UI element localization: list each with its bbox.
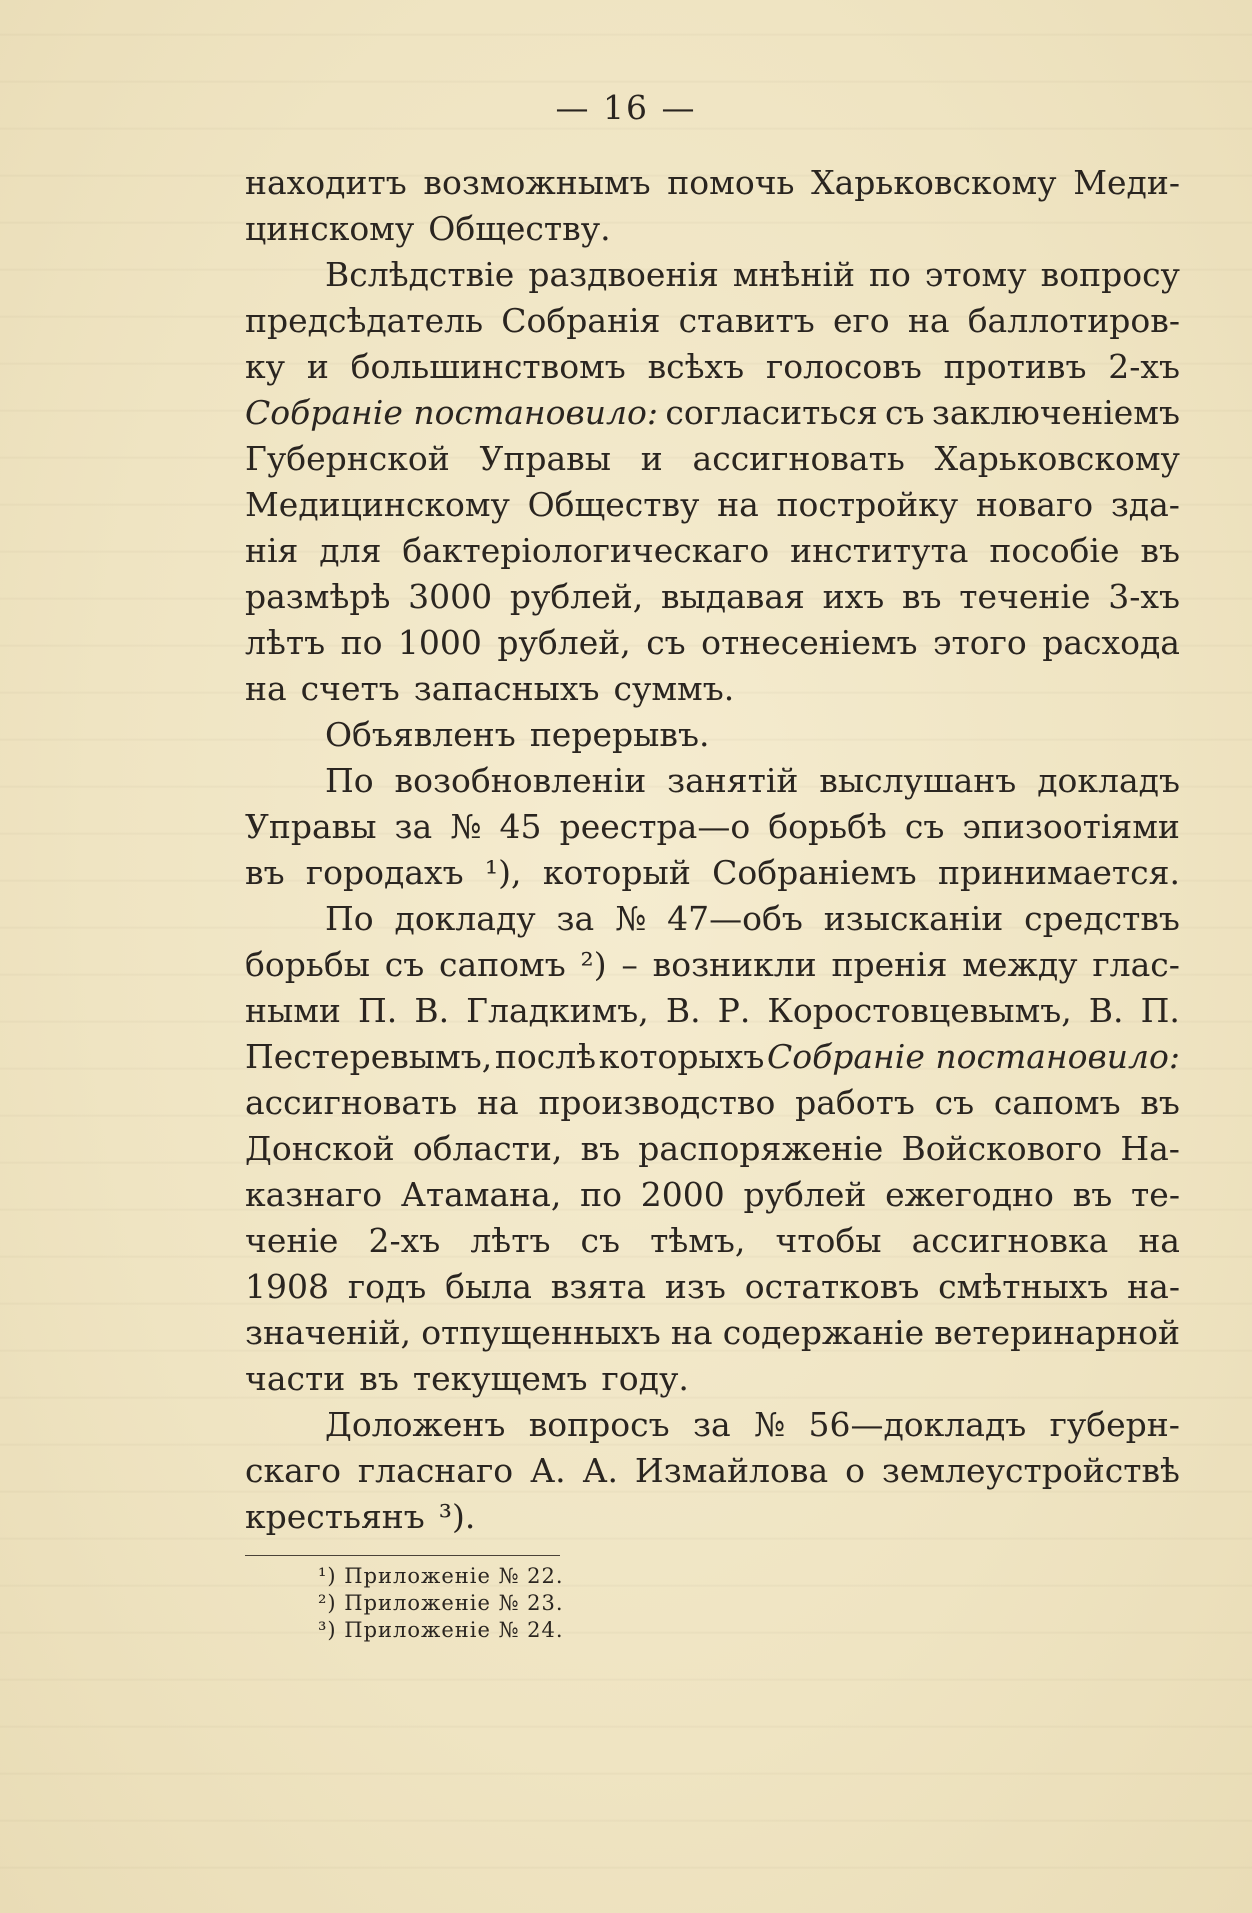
word: № (450, 807, 482, 846)
word: въ (580, 1129, 621, 1168)
word: годъ (347, 1267, 427, 1306)
word: лѣтъ (470, 1221, 551, 1260)
word: постройку (776, 485, 959, 524)
word: на (670, 1313, 713, 1352)
word: Р. (717, 991, 751, 1030)
word: съ (580, 1221, 620, 1260)
word: П. (358, 991, 398, 1030)
text-line (245, 988, 1180, 1034)
word: 47—объ (667, 899, 803, 938)
word: находитъ (245, 163, 407, 202)
word: института (790, 531, 969, 570)
text-line (245, 160, 1180, 206)
text-line (245, 1218, 1180, 1264)
text-line (245, 390, 1180, 436)
word: баллотиров- (967, 301, 1180, 340)
word: въ (245, 853, 285, 892)
word: который (542, 853, 691, 892)
word: вопросъ (528, 1405, 670, 1444)
word: 56—докладъ (808, 1405, 1027, 1444)
word: распоряженіе (638, 1129, 884, 1168)
word: и (640, 439, 663, 478)
text-line (245, 942, 1180, 988)
word: съ (885, 393, 925, 432)
word: ассигновать (245, 1083, 458, 1122)
text-line (245, 1172, 1180, 1218)
word: для (319, 531, 382, 570)
word: счетъ (300, 669, 400, 708)
text-line (245, 482, 1180, 528)
word: за (692, 1405, 731, 1444)
word: глас- (1092, 945, 1180, 984)
word: Доложенъ (325, 1405, 506, 1444)
word: бактеріологическаго (402, 531, 770, 570)
text-line (245, 1034, 1180, 1080)
word: ежегодно (885, 1175, 1054, 1214)
word: мнѣній (732, 255, 855, 294)
page-number: — 16 — (555, 88, 697, 127)
word: докладу (394, 899, 536, 938)
word: рублей, (497, 623, 631, 662)
word: те- (1131, 1175, 1180, 1214)
word: его (832, 301, 890, 340)
word: заключеніемъ (931, 393, 1180, 432)
word: возобновленіи (394, 761, 647, 800)
word: цинскому (245, 209, 415, 248)
word: на (477, 1083, 519, 1122)
word: теченіе (959, 577, 1091, 616)
word: послѣ (494, 1037, 597, 1076)
word: большинствомъ (350, 347, 626, 386)
word: по (869, 255, 911, 294)
word: на (1138, 1221, 1180, 1260)
word: Харьковскому (934, 439, 1180, 478)
word: текущемъ (412, 1359, 588, 1398)
footnote-2: ²) Приложеніе № 23. (318, 1591, 564, 1615)
word: ку (245, 347, 286, 386)
word: въ (1072, 1175, 1113, 1214)
word: пособіе (989, 531, 1120, 570)
text-line (245, 206, 1180, 252)
word: Управы (479, 439, 612, 478)
word: 3-хъ (1108, 577, 1180, 616)
word: землеустройствѣ (881, 1451, 1180, 1490)
text-line (245, 344, 1180, 390)
word: отпущенныхъ (421, 1313, 661, 1352)
text-line (245, 620, 1180, 666)
word: 1908 (245, 1267, 329, 1306)
word: 45 (499, 807, 542, 846)
word: части (245, 1359, 346, 1398)
word: В. (414, 991, 450, 1030)
word: ветеринарной (934, 1313, 1180, 1352)
word: В. (665, 991, 701, 1030)
word: ассигновка (911, 1221, 1109, 1260)
word: сапомъ (993, 1083, 1121, 1122)
text-line (245, 896, 1180, 942)
word: лѣтъ (245, 623, 326, 662)
word: Гладкимъ, (466, 991, 649, 1030)
word: Атамана, (400, 1175, 562, 1214)
word: съ (934, 1083, 975, 1122)
word: производство (538, 1083, 776, 1122)
word: нія (245, 531, 299, 570)
footnote-3: ³) Приложеніе № 24. (318, 1618, 564, 1642)
word: борьбѣ (768, 807, 887, 846)
word: размѣрѣ (245, 577, 391, 616)
word: пренія (831, 945, 948, 984)
word: занятій (667, 761, 799, 800)
text-line (245, 252, 1180, 298)
word: выдавая (660, 577, 805, 616)
footnotes (318, 1563, 564, 1644)
word: крестьянъ (245, 1497, 425, 1536)
word: съ (384, 945, 425, 984)
word: Вслѣдствіе (325, 255, 515, 294)
text-line (245, 1264, 1180, 1310)
word: году. (601, 1359, 689, 1398)
word: гласнаго (357, 1451, 514, 1490)
word: Коростовцевымъ, (767, 991, 1072, 1030)
word: казнаго (245, 1175, 383, 1214)
word: ставитъ (678, 301, 815, 340)
word: между (962, 945, 1078, 984)
word: была (445, 1267, 532, 1306)
word: Управы (245, 807, 377, 846)
word: № (615, 899, 647, 938)
word: остатковъ (744, 1267, 920, 1306)
word: изысканіи (823, 899, 1004, 938)
word: По (325, 761, 374, 800)
word: по (580, 1175, 622, 1214)
text-line (245, 298, 1180, 344)
word: Измайлова (634, 1451, 829, 1490)
word: за (556, 899, 595, 938)
word: Медицинскому (245, 485, 510, 524)
word: въ (901, 577, 942, 616)
word: Собраніе постановило: (767, 1037, 1180, 1076)
word: – (621, 945, 638, 984)
word: голосовъ (765, 347, 922, 386)
word: согласиться (665, 393, 878, 432)
word: ассигновать (692, 439, 905, 478)
word: и (306, 347, 329, 386)
word: 2-хъ (1108, 347, 1180, 386)
word: помочь (667, 163, 795, 202)
word: 3000 (408, 577, 493, 616)
word: съ (646, 623, 686, 662)
word: Войскового (901, 1129, 1103, 1168)
text-line (245, 1402, 1180, 1448)
word: на (907, 301, 950, 340)
word: которыхъ (598, 1037, 765, 1076)
word: работъ (795, 1083, 915, 1122)
word: Харьковскому (811, 163, 1057, 202)
word: Собранія (501, 301, 661, 340)
word: отнесеніемъ (701, 623, 918, 662)
word: въ (359, 1359, 399, 1398)
word: смѣтныхъ (938, 1267, 1109, 1306)
word: эпизоотіями (962, 807, 1180, 846)
word: ченіе (245, 1221, 339, 1260)
word: этого (932, 623, 1027, 662)
text-line (245, 804, 1180, 850)
word: предсѣдатель (245, 301, 484, 340)
word: скаго (245, 1451, 341, 1490)
text-line (245, 436, 1180, 482)
body-text (245, 160, 1180, 1540)
word: раздвоенія (528, 255, 719, 294)
word: рублей (743, 1175, 867, 1214)
word: перерывъ. (529, 715, 710, 754)
word: суммъ. (613, 669, 735, 708)
word: борьбы (245, 945, 370, 984)
word: № (753, 1405, 786, 1444)
word: реестра—о (559, 807, 751, 846)
word: сапомъ (439, 945, 566, 984)
word: по (340, 623, 383, 662)
word: В. (1088, 991, 1124, 1030)
footnote-divider (245, 1555, 560, 1556)
text-line (245, 850, 1180, 896)
word: По (325, 899, 374, 938)
word: А. (530, 1451, 566, 1490)
word: новаго (975, 485, 1094, 524)
text-line (245, 1126, 1180, 1172)
text-line (245, 528, 1180, 574)
word: вопросу (1040, 255, 1180, 294)
word: взята (550, 1267, 647, 1306)
word: содержаніе (722, 1313, 925, 1352)
word: въ (1140, 531, 1180, 570)
word: Объявленъ (325, 715, 516, 754)
word: съ (904, 807, 945, 846)
word: значеній, (245, 1313, 412, 1352)
word: Обществу. (428, 209, 611, 248)
word: средствъ (1024, 899, 1180, 938)
word: зда- (1110, 485, 1180, 524)
word: возможнымъ (423, 163, 651, 202)
word: на- (1127, 1267, 1180, 1306)
text-line (245, 666, 1180, 712)
word: за (394, 807, 433, 846)
footnote-1: ¹) Приложеніе № 22. (318, 1564, 564, 1588)
word: ными (245, 991, 341, 1030)
word: запасныхъ (413, 669, 600, 708)
word: Собраніемъ (712, 853, 917, 892)
word: 2-хъ (368, 1221, 441, 1260)
word: выслушанъ (819, 761, 1017, 800)
word: 2000 (640, 1175, 725, 1214)
word: рублей, (509, 577, 644, 616)
word: о (845, 1451, 865, 1490)
word: губерн- (1049, 1405, 1180, 1444)
word: Губернской (245, 439, 450, 478)
word: ³). (438, 1497, 476, 1536)
word: ²) (580, 945, 607, 984)
word: изъ (664, 1267, 726, 1306)
word: Обществу (527, 485, 700, 524)
word: тѣмъ, (650, 1221, 746, 1260)
word: въ (1140, 1083, 1180, 1122)
word: Меди- (1073, 163, 1180, 202)
word: всѣхъ (647, 347, 745, 386)
word: городахъ (305, 853, 464, 892)
word: На- (1120, 1129, 1180, 1168)
word: ¹), (484, 853, 522, 892)
word: области, (412, 1129, 563, 1168)
text-line (245, 1448, 1180, 1494)
word: 1000 (397, 623, 482, 662)
word: этому (924, 255, 1027, 294)
text-line (245, 712, 1180, 758)
word: принимается. (937, 853, 1180, 892)
text-line (245, 1356, 1180, 1402)
word: Донской (245, 1129, 395, 1168)
word: Пестеревымъ, (245, 1037, 493, 1076)
text-line (245, 758, 1180, 804)
text-line (245, 1080, 1180, 1126)
text-line (245, 1310, 1180, 1356)
word: П. (1140, 991, 1180, 1030)
word: расхода (1042, 623, 1180, 662)
word: А. (582, 1451, 618, 1490)
word: ихъ (822, 577, 885, 616)
word: возникли (652, 945, 817, 984)
word: чтобы (775, 1221, 882, 1260)
text-line (245, 1494, 1180, 1540)
word: на (245, 669, 287, 708)
word: противъ (943, 347, 1087, 386)
text-line (245, 574, 1180, 620)
word: докладъ (1037, 761, 1180, 800)
word: на (717, 485, 759, 524)
word: Собраніе постановило: (245, 393, 658, 432)
